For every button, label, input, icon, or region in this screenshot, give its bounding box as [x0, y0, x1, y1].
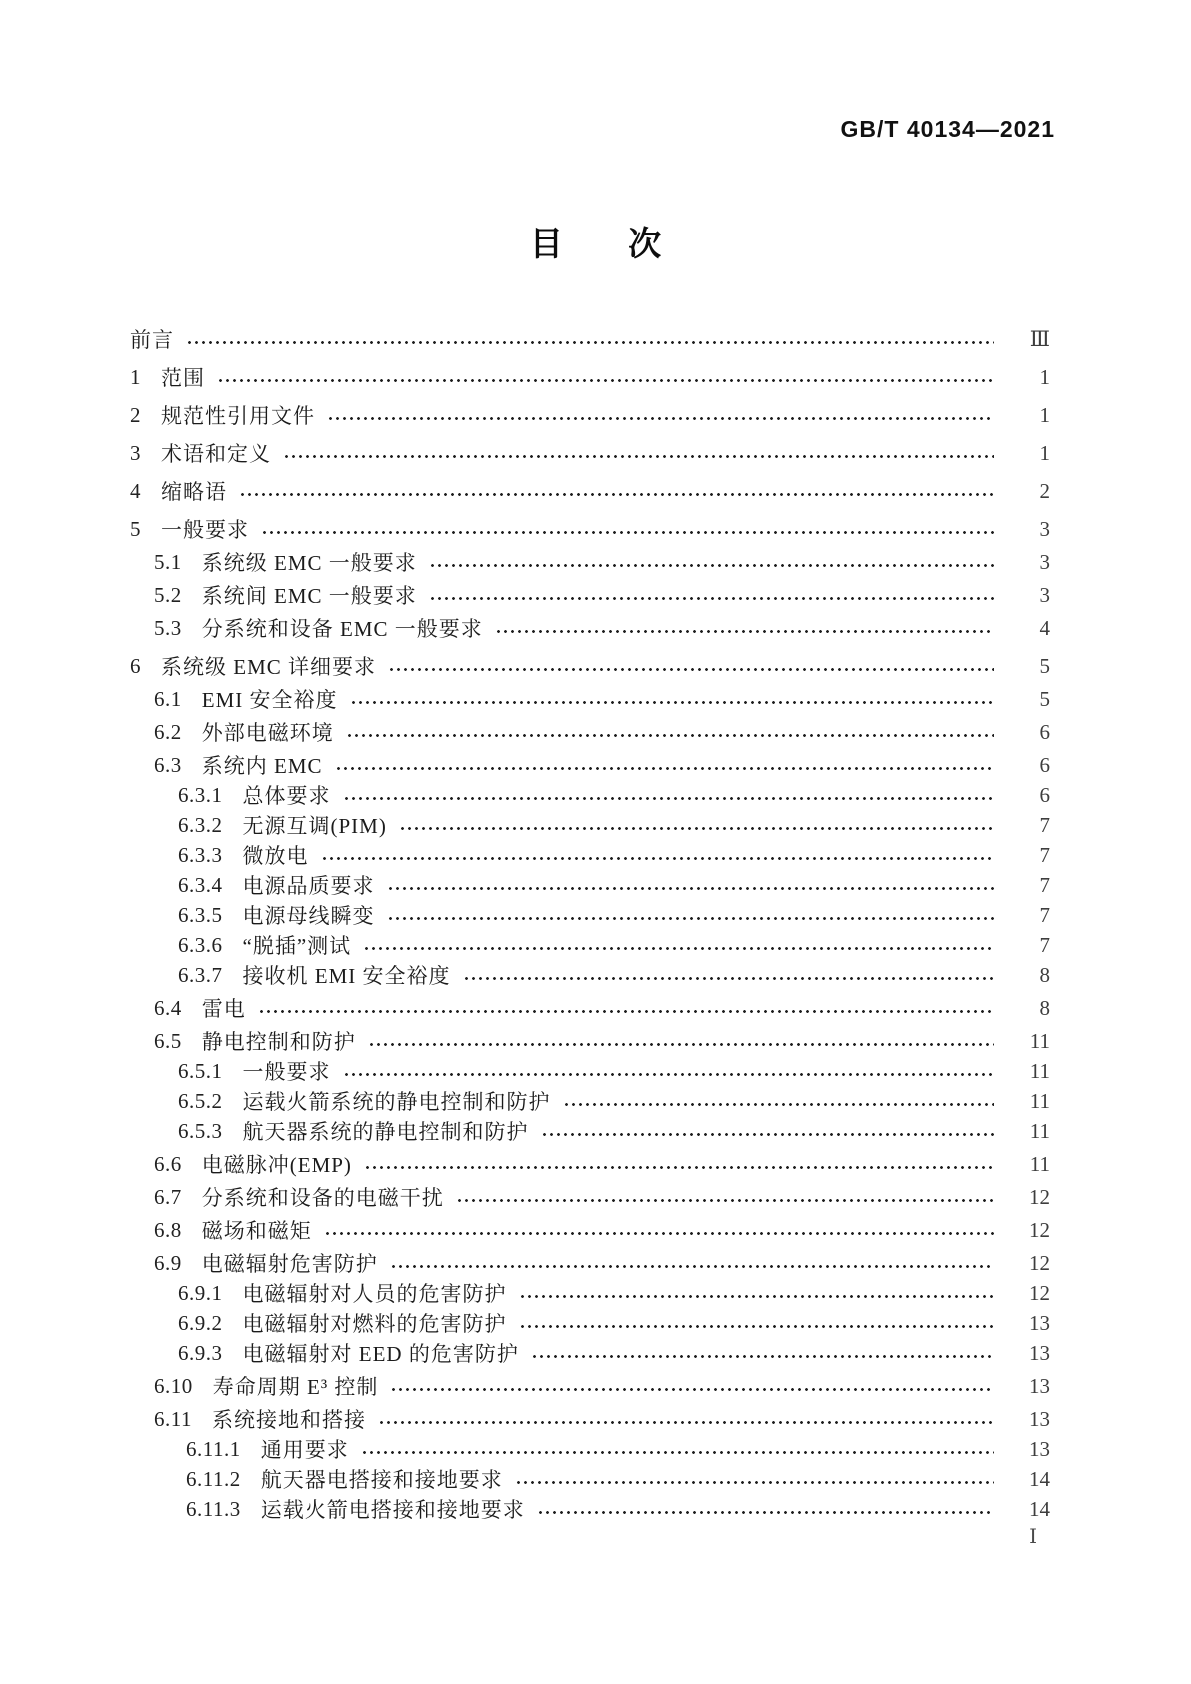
toc-entry-page: 8	[1039, 962, 1050, 987]
toc-entry-page: 7	[1039, 872, 1050, 897]
toc-entry-title: 术语和定义	[161, 442, 271, 466]
toc-entry-page: 11	[1029, 1151, 1050, 1176]
toc-dot-leader	[364, 1164, 994, 1171]
toc-entry-number: 6.8	[154, 1217, 182, 1242]
toc-dot-leader	[343, 1071, 995, 1078]
toc-entry	[130, 1182, 1050, 1212]
toc-entry-title: EMI 安全裕度	[201, 688, 338, 712]
toc-entry-number: 3	[130, 440, 141, 465]
toc-dot-leader	[429, 595, 994, 602]
toc-entry-page: 3	[1039, 516, 1050, 541]
toc-entry-number: 6	[130, 653, 141, 678]
toc-entry-page: 1	[1039, 364, 1050, 389]
toc-entry-title: 分系统和设备 EMC 一般要求	[201, 617, 483, 641]
toc-entry-title: 系统间 EMC 一般要求	[201, 584, 417, 608]
toc-entry-title: 前言	[130, 328, 174, 352]
toc-entry-title: 运载火箭系统的静电控制和防护	[242, 1090, 551, 1114]
toc-entry-number: 6.3.5	[178, 902, 223, 927]
toc-entry	[130, 400, 1050, 430]
toc-entry-title: “脱插”测试	[242, 934, 352, 958]
toc-dot-leader	[343, 795, 995, 802]
toc-entry-number: 6.11.3	[186, 1496, 241, 1521]
toc-entry-page: 6	[1039, 782, 1050, 807]
toc-entry	[130, 870, 1050, 900]
toc-dot-leader	[519, 1293, 995, 1300]
toc-entry	[130, 1248, 1050, 1278]
toc-entry-number: 6.5	[154, 1028, 182, 1053]
toc-dot-leader	[388, 666, 994, 673]
toc-entry-number: 6.5.3	[178, 1118, 223, 1143]
toc-entry	[130, 717, 1050, 747]
toc-dot-leader	[429, 562, 994, 569]
page-title: 目 次	[529, 225, 662, 262]
toc-entry-number: 6.5.1	[178, 1058, 223, 1083]
toc-entry-number: 5.1	[154, 549, 182, 574]
toc-dot-leader	[515, 1479, 994, 1486]
toc-dot-leader	[541, 1131, 995, 1138]
toc-entry-number: 6.10	[154, 1373, 193, 1398]
toc-entry-number: 6.3.7	[178, 962, 223, 987]
table-of-contents	[130, 316, 1050, 1524]
toc-entry-title: 总体要求	[242, 784, 331, 808]
toc-entry-title: 接收机 EMI 安全裕度	[242, 964, 451, 988]
toc-entry-title: 电源品质要求	[242, 874, 375, 898]
toc-entry-number: 4	[130, 478, 141, 503]
toc-entry-page: 12	[1029, 1250, 1050, 1275]
toc-entry-number: 6.1	[154, 686, 182, 711]
toc-entry-page: 1	[1039, 440, 1050, 465]
toc-entry-page: 11	[1029, 1088, 1050, 1113]
toc-entry-page: 3	[1039, 582, 1050, 607]
toc-dot-leader	[563, 1101, 995, 1108]
toc-entry-page: 11	[1029, 1118, 1050, 1143]
toc-entry-page: 6	[1039, 719, 1050, 744]
toc-entry-title: 航天器电搭接和接地要求	[260, 1468, 503, 1492]
toc-dot-leader	[390, 1386, 994, 1393]
toc-entry-page: 2	[1039, 478, 1050, 503]
toc-dot-leader	[346, 732, 994, 739]
toc-dot-leader	[324, 1230, 994, 1237]
toc-entry-title: 雷电	[201, 997, 246, 1021]
toc-entry-number: 6.11	[154, 1406, 192, 1431]
toc-entry-title: 电磁辐射对人员的危害防护	[242, 1282, 507, 1306]
toc-entry-title: 系统级 EMC 详细要求	[161, 655, 377, 679]
standard-number: GB/T 40134—2021	[840, 116, 1055, 142]
toc-dot-leader	[363, 945, 994, 952]
toc-entry	[130, 930, 1050, 960]
toc-entry	[130, 476, 1050, 506]
toc-entry-page: 13	[1029, 1310, 1050, 1335]
toc-dot-leader	[519, 1323, 995, 1330]
toc-dot-leader	[327, 415, 994, 422]
toc-entry-title: 无源互调(PIM)	[242, 814, 387, 838]
toc-entry-title: 电磁辐射对 EED 的危害防护	[242, 1342, 519, 1366]
toc-entry-number: 6.9	[154, 1250, 182, 1275]
toc-entry-page: 5	[1039, 686, 1050, 711]
toc-entry-number: 6.3.2	[178, 812, 223, 837]
toc-entry	[130, 1278, 1050, 1308]
toc-entry-number: 6.3	[154, 752, 182, 777]
toc-entry	[130, 651, 1050, 681]
toc-dot-leader	[368, 1041, 994, 1048]
toc-entry-title: 缩略语	[161, 480, 227, 504]
toc-dot-leader	[239, 491, 994, 498]
toc-entry-page: 12	[1029, 1217, 1050, 1242]
toc-dot-leader	[361, 1449, 994, 1456]
toc-entry	[130, 1215, 1050, 1245]
toc-entry-page: 7	[1039, 812, 1050, 837]
toc-entry	[130, 613, 1050, 643]
toc-entry-number: 6.9.3	[178, 1340, 223, 1365]
toc-dot-leader	[283, 453, 994, 460]
toc-dot-leader	[531, 1353, 994, 1360]
toc-dot-leader	[399, 825, 994, 832]
toc-entry	[130, 684, 1050, 714]
toc-entry-page: 7	[1039, 842, 1050, 867]
toc-entry-number: 6.9.1	[178, 1280, 223, 1305]
toc-entry-page: 7	[1039, 902, 1050, 927]
toc-entry-title: 规范性引用文件	[161, 404, 315, 428]
toc-entry	[130, 324, 1050, 354]
toc-entry	[130, 960, 1050, 990]
toc-entry-number: 6.6	[154, 1151, 182, 1176]
toc-entry	[130, 1494, 1050, 1524]
toc-entry-page: Ⅲ	[1029, 326, 1050, 351]
toc-entry-number: 5.2	[154, 582, 182, 607]
toc-dot-leader	[387, 885, 995, 892]
toc-entry-page: 14	[1029, 1496, 1050, 1521]
toc-entry-page: 13	[1029, 1406, 1050, 1431]
toc-entry-title: 分系统和设备的电磁干扰	[201, 1186, 444, 1210]
toc-entry	[130, 1434, 1050, 1464]
toc-entry-number: 6.4	[154, 995, 182, 1020]
toc-entry	[130, 1086, 1050, 1116]
toc-entry-page: 8	[1039, 995, 1050, 1020]
toc-entry	[130, 840, 1050, 870]
toc-entry-title: 一般要求	[242, 1060, 331, 1084]
toc-entry	[130, 438, 1050, 468]
toc-entry-title: 运载火箭电搭接和接地要求	[260, 1498, 525, 1522]
toc-dot-leader	[335, 765, 994, 772]
toc-entry-number: 6.11.1	[186, 1436, 241, 1461]
toc-entry-page: 11	[1029, 1058, 1050, 1083]
toc-dot-leader	[495, 628, 994, 635]
toc-entry-title: 外部电磁环境	[201, 721, 334, 745]
toc-entry-title: 系统内 EMC	[201, 754, 323, 778]
toc-entry-title: 航天器系统的静电控制和防护	[242, 1120, 529, 1144]
toc-dot-leader	[390, 1263, 994, 1270]
toc-entry-number: 5.3	[154, 615, 182, 640]
toc-entry-number: 1	[130, 364, 141, 389]
toc-entry-title: 系统级 EMC 一般要求	[201, 551, 417, 575]
toc-entry-title: 系统接地和搭接	[211, 1408, 366, 1432]
toc-dot-leader	[456, 1197, 994, 1204]
toc-entry	[130, 514, 1050, 544]
toc-entry-page: 12	[1029, 1184, 1050, 1209]
toc-entry-page: 13	[1029, 1340, 1050, 1365]
toc-dot-leader	[258, 1008, 994, 1015]
toc-entry-title: 电磁辐射危害防护	[201, 1252, 378, 1276]
toc-dot-leader	[261, 529, 994, 536]
toc-entry-title: 静电控制和防护	[201, 1030, 356, 1054]
toc-entry-page: 13	[1029, 1436, 1050, 1461]
toc-entry	[130, 993, 1050, 1023]
toc-dot-leader	[350, 699, 995, 706]
toc-entry-title: 电磁脉冲(EMP)	[201, 1153, 352, 1177]
toc-entry-page: 7	[1039, 932, 1050, 957]
toc-entry	[130, 1464, 1050, 1494]
toc-entry	[130, 750, 1050, 780]
toc-entry-page: 3	[1039, 549, 1050, 574]
toc-entry	[130, 780, 1050, 810]
toc-entry-number: 6.3.4	[178, 872, 223, 897]
toc-entry-page: 5	[1039, 653, 1050, 678]
toc-dot-leader	[321, 855, 995, 862]
toc-entry-page: 4	[1039, 615, 1050, 640]
toc-dot-leader	[186, 339, 994, 346]
toc-entry	[130, 1026, 1050, 1056]
toc-entry	[130, 900, 1050, 930]
toc-entry-page: 13	[1029, 1373, 1050, 1398]
toc-entry-number: 6.2	[154, 719, 182, 744]
toc-entry	[130, 1371, 1050, 1401]
toc-entry-page: 12	[1029, 1280, 1050, 1305]
toc-dot-leader	[217, 377, 994, 384]
toc-entry-number: 6.3.1	[178, 782, 223, 807]
toc-entry-page: 11	[1029, 1028, 1050, 1053]
toc-entry	[130, 1056, 1050, 1086]
toc-dot-leader	[378, 1419, 994, 1426]
toc-entry-number: 6.5.2	[178, 1088, 223, 1113]
toc-entry-title: 一般要求	[161, 518, 249, 542]
toc-entry-number: 5	[130, 516, 141, 541]
toc-dot-leader	[537, 1509, 994, 1516]
toc-entry-title: 寿命周期 E³ 控制	[212, 1375, 379, 1399]
toc-entry	[130, 1404, 1050, 1434]
toc-entry-title: 电磁辐射对燃料的危害防护	[242, 1312, 507, 1336]
toc-entry-number: 6.7	[154, 1184, 182, 1209]
toc-entry-number: 2	[130, 402, 141, 427]
toc-entry-title: 微放电	[242, 844, 309, 868]
toc-dot-leader	[387, 915, 995, 922]
toc-entry	[130, 580, 1050, 610]
toc-entry	[130, 547, 1050, 577]
toc-entry-title: 电源母线瞬变	[242, 904, 375, 928]
toc-entry-title: 范围	[161, 366, 205, 390]
toc-entry	[130, 362, 1050, 392]
toc-entry-page: 14	[1029, 1466, 1050, 1491]
toc-entry	[130, 1149, 1050, 1179]
toc-entry-title: 磁场和磁矩	[201, 1219, 312, 1243]
toc-entry-page: 1	[1039, 402, 1050, 427]
toc-entry	[130, 810, 1050, 840]
toc-entry-number: 6.3.3	[178, 842, 223, 867]
toc-entry-title: 通用要求	[260, 1438, 349, 1462]
toc-entry	[130, 1116, 1050, 1146]
toc-entry-number: 6.11.2	[186, 1466, 241, 1491]
toc-dot-leader	[463, 975, 995, 982]
toc-entry	[130, 1338, 1050, 1368]
footer-page-number: Ⅰ	[1029, 1526, 1037, 1548]
toc-entry-page: 6	[1039, 752, 1050, 777]
toc-entry-number: 6.9.2	[178, 1310, 223, 1335]
toc-entry-number: 6.3.6	[178, 932, 223, 957]
toc-entry	[130, 1308, 1050, 1338]
